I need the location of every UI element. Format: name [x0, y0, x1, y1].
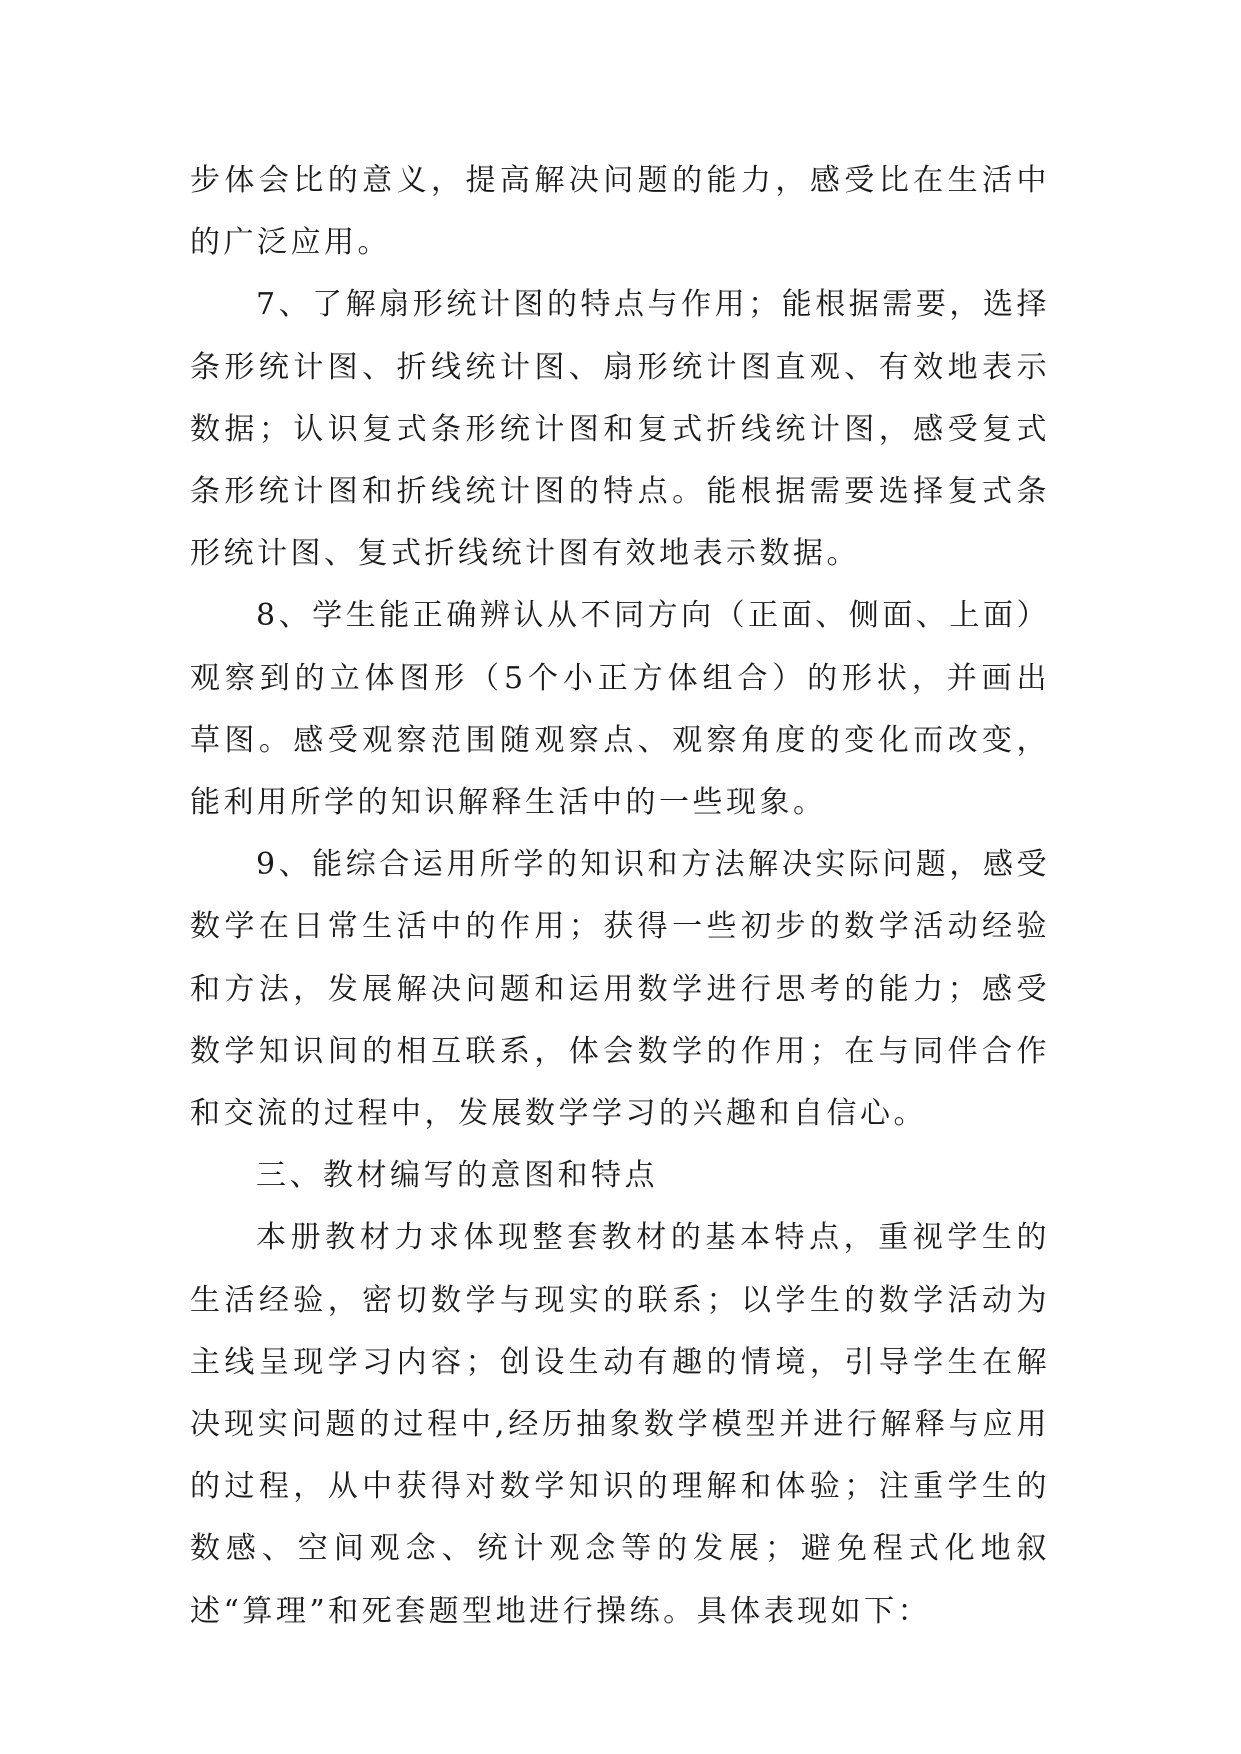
- paragraph-item-8: 8、学生能正确辨认从不同方向（正面、侧面、上面）观察到的立体图形（5个小正方体组合）的形状，并画出草图。感受观察范围随观察点、观察角度的变化而改变，能利用所学的知识解释生活中的一些现象。: [190, 598, 1050, 821]
- paragraph-continuation: 步体会比的意义，提高解决问题的能力，感受比在生活中的广泛应用。: [190, 163, 1050, 261]
- paragraph-item-9: 9、能综合运用所学的知识和方法解决实际问题，感受数学在日常生活中的作用；获得一些初步的数学活动经验和方法，发展解决问题和运用数学进行思考的能力；感受数学知识间的相互联系，体会数学的作用；在与同伴合作和交流的过程中，发展数学学习的兴趣和自信心。: [190, 847, 1050, 1132]
- document-body: [190, 150, 1050, 1643]
- paragraph-item-7: 7、了解扇形统计图的特点与作用；能根据需要，选择条形统计图、折线统计图、扇形统计图直观、有效地表示数据；认识复式条形统计图和复式折线统计图，感受复式条形统计图和折线统计图的特点。能根据需要选择复式条形统计图、复式折线统计图有效地表示数据。: [190, 287, 1050, 572]
- paragraph-textbook-intent: 本册教材力求体现整套教材的基本特点，重视学生的生活经验，密切数学与现实的联系；以学生的数学活动为主线呈现学习内容；创设生动有趣的情境，引导学生在解决现实问题的过程中,经历抽象数学模型并进行解释与应用的过程，从中获得对数学知识的理解和体验；注重学生的数感、空间观念、统计观念等的发展；避免程式化地叙述“算理”和死套题型地进行操练。具体表现如下：: [190, 1220, 1050, 1629]
- section-heading: 三、教材编写的意图和特点: [256, 1158, 658, 1194]
